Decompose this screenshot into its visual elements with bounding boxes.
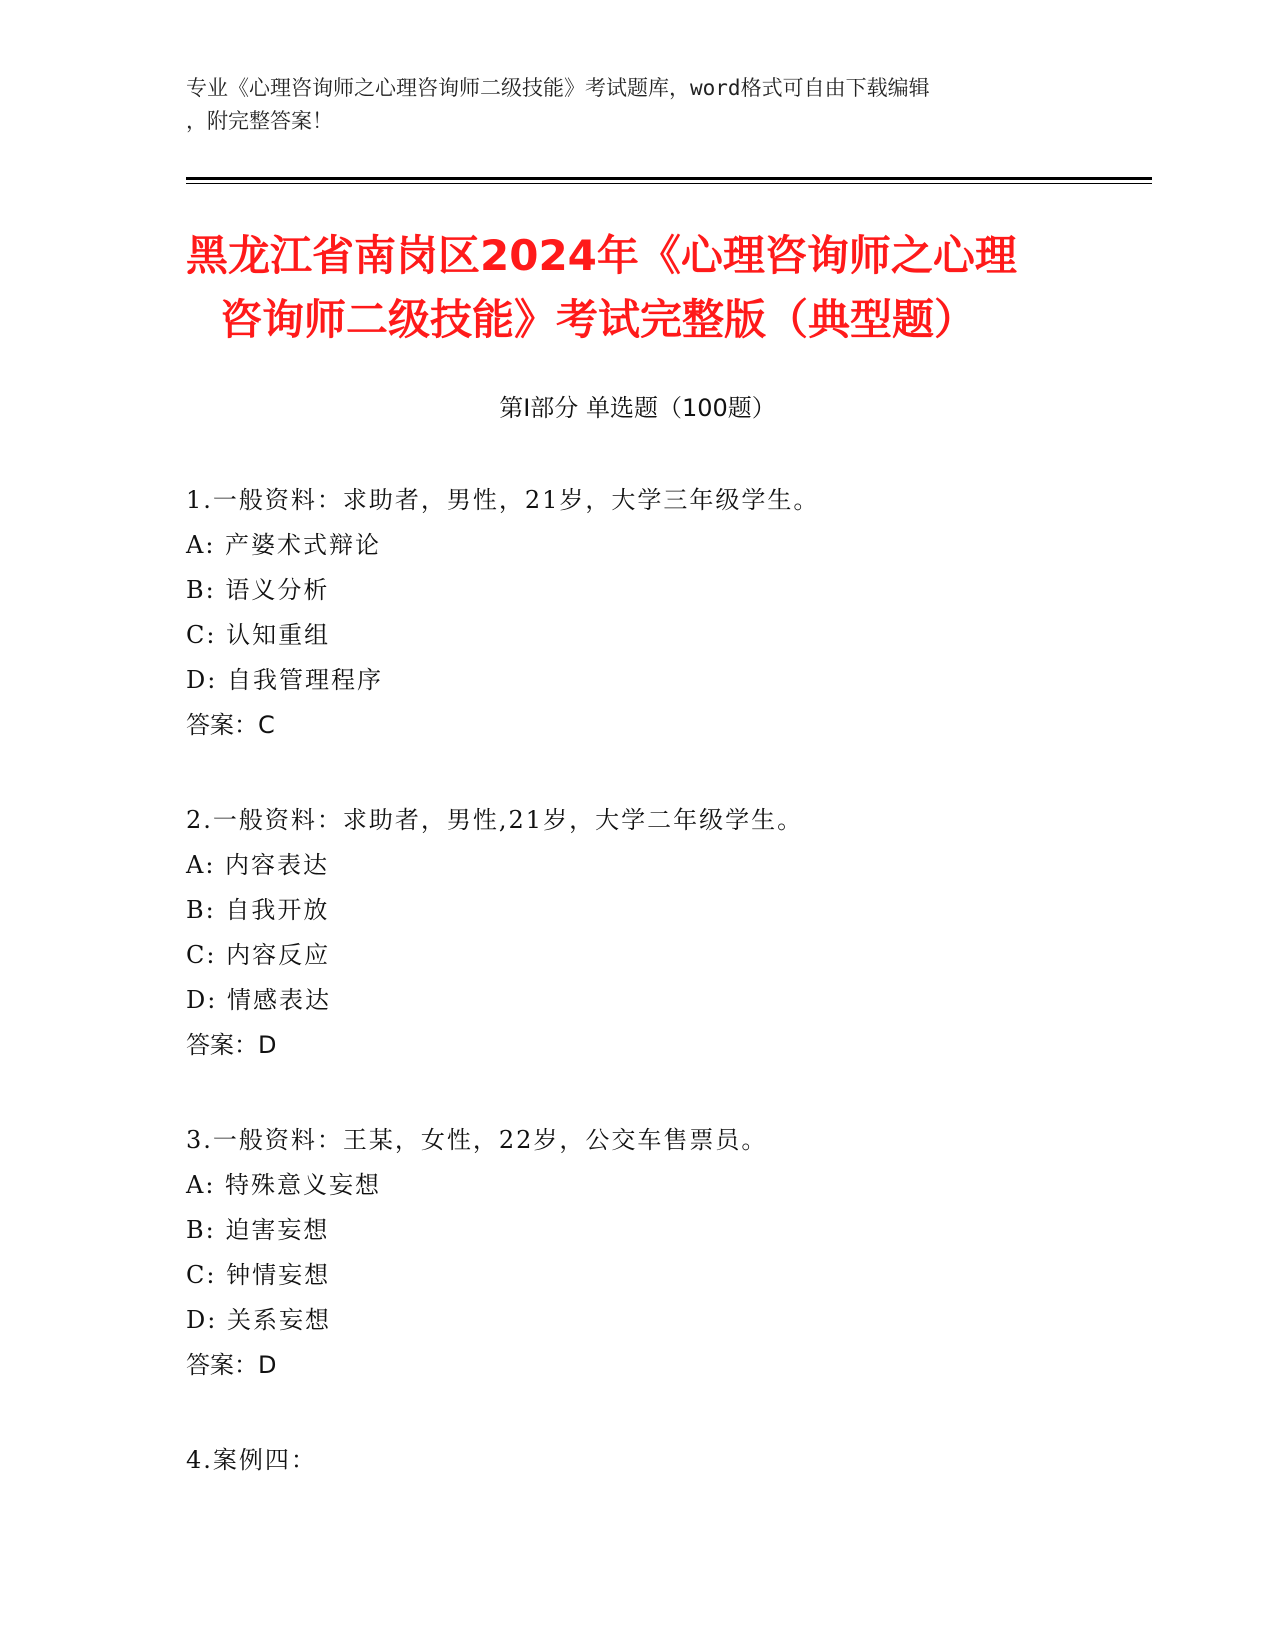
option-a: A: 内容表达 bbox=[186, 851, 330, 879]
document-title bbox=[186, 224, 1086, 352]
option-a: A: 特殊意义妄想 bbox=[186, 1171, 382, 1199]
answer: 答案：D bbox=[186, 1031, 277, 1059]
header-note-line-2: ，附完整答案！ bbox=[186, 109, 333, 133]
document-title-line-2: 咨询师二级技能》考试完整版（典型题） bbox=[220, 295, 977, 344]
option-c: C: 钟情妄想 bbox=[186, 1261, 331, 1289]
question-4 bbox=[186, 1438, 1126, 1483]
option-c: C: 认知重组 bbox=[186, 621, 331, 649]
question-stem: 3.一般资料：王某，女性，22岁，公交车售票员。 bbox=[186, 1126, 768, 1154]
section-title: 第Ⅰ部分 单选题（100题） bbox=[499, 394, 776, 422]
option-d: D: 自我管理程序 bbox=[186, 666, 383, 694]
option-d: D: 情感表达 bbox=[186, 986, 331, 1014]
option-a: A: 产婆术式辩论 bbox=[186, 531, 382, 559]
header-note bbox=[186, 72, 1086, 138]
answer: 答案：D bbox=[186, 1351, 277, 1379]
option-b: B: 自我开放 bbox=[186, 896, 330, 924]
option-c: C: 内容反应 bbox=[186, 941, 331, 969]
answer: 答案：C bbox=[186, 711, 275, 739]
question-3 bbox=[186, 1118, 1126, 1388]
header-rule-thin bbox=[186, 183, 1152, 184]
header-rule-thick bbox=[186, 177, 1152, 180]
document-title-line-1: 黑龙江省南岗区2024年《心理咨询师之心理 bbox=[186, 231, 1017, 280]
option-b: B: 语义分析 bbox=[186, 576, 330, 604]
header-note-line-1: 专业《心理咨询师之心理咨询师二级技能》考试题库，word格式可自由下载编辑 bbox=[186, 76, 930, 100]
question-list bbox=[186, 478, 1126, 1533]
question-stem: 1.一般资料：求助者，男性，21岁，大学三年级学生。 bbox=[186, 486, 820, 514]
option-d: D: 关系妄想 bbox=[186, 1306, 331, 1334]
question-stem: 2.一般资料：求助者，男性,21岁，大学二年级学生。 bbox=[186, 806, 804, 834]
question-stem: 4.案例四： bbox=[186, 1446, 317, 1474]
question-1 bbox=[186, 478, 1126, 748]
question-2 bbox=[186, 798, 1126, 1068]
option-b: B: 迫害妄想 bbox=[186, 1216, 330, 1244]
